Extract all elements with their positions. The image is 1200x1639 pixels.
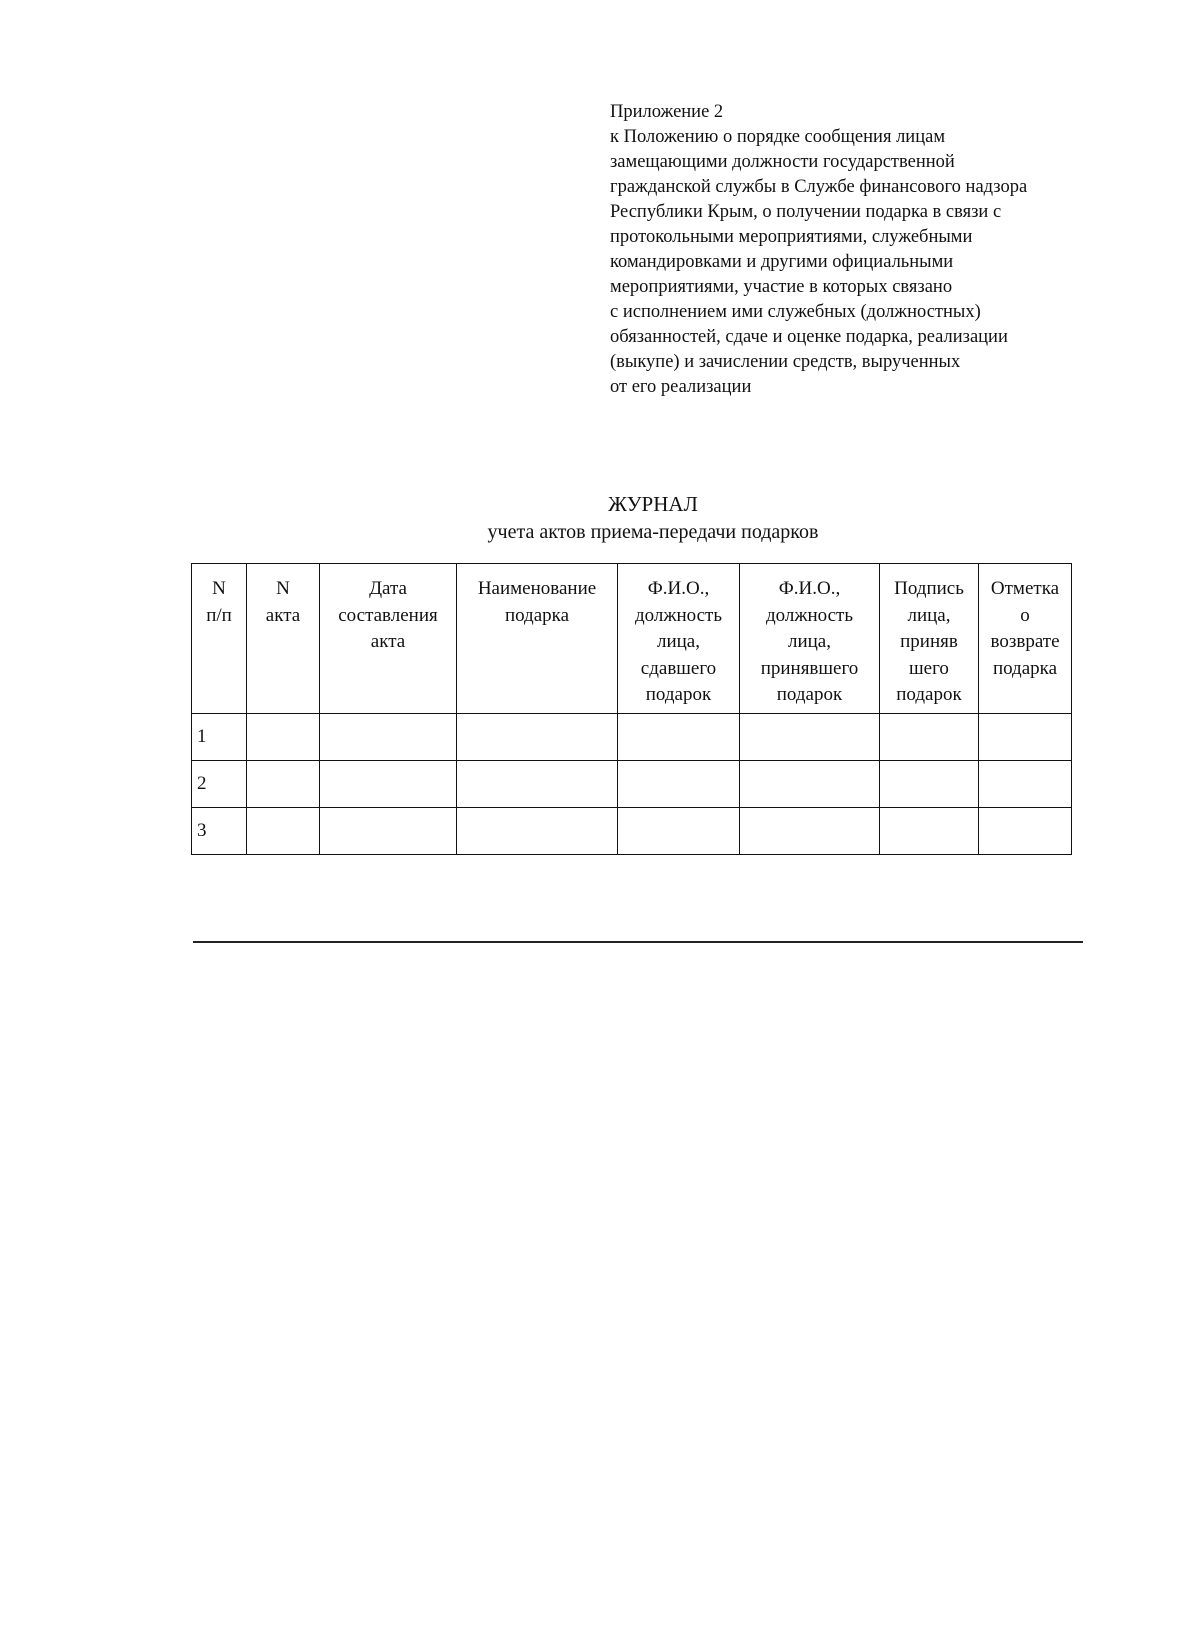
table-cell bbox=[979, 761, 1072, 808]
column-header-text: сдавшего bbox=[640, 657, 717, 679]
table-cell bbox=[457, 808, 618, 855]
appendix-line: командировками и другими официальными bbox=[610, 252, 954, 272]
column-header bbox=[740, 564, 880, 714]
table-header-row bbox=[192, 564, 1072, 714]
column-header-text: N bbox=[276, 578, 290, 599]
column-header-text: подарок bbox=[896, 684, 962, 705]
gift-acts-journal-table bbox=[191, 563, 1072, 855]
bottom-divider bbox=[193, 941, 1083, 943]
table-cell bbox=[457, 761, 618, 808]
column-header-text: Подпись bbox=[894, 578, 964, 599]
column-header-text: возврате bbox=[990, 631, 1060, 652]
table-cell bbox=[320, 714, 457, 761]
column-header bbox=[247, 564, 320, 714]
appendix-line: к Положению о порядке сообщения лицам bbox=[610, 127, 946, 147]
table-cell bbox=[880, 808, 979, 855]
column-header-text: Отметка bbox=[990, 578, 1060, 599]
column-header-text: составления bbox=[338, 604, 438, 626]
column-header-text: N bbox=[212, 578, 226, 599]
appendix-line: Республики Крым, о получении подарка в связи с bbox=[610, 202, 1002, 222]
column-header-text: лица, bbox=[787, 631, 831, 652]
appendix-line: (выкупе) и зачислении средств, вырученных bbox=[610, 352, 961, 372]
table-cell bbox=[740, 761, 880, 808]
row-number-cell: 2 bbox=[192, 761, 247, 808]
journal-subtitle: учета актов приема-передачи подарков bbox=[487, 521, 819, 543]
column-header-text: акта bbox=[265, 604, 301, 626]
table-cell bbox=[880, 761, 979, 808]
column-header-text: подарок bbox=[776, 684, 843, 705]
column-header-text: Ф.И.О., bbox=[647, 578, 710, 599]
table-cell bbox=[320, 761, 457, 808]
table-cell bbox=[457, 714, 618, 761]
appendix-line: с исполнением ими служебных (должностных) bbox=[610, 302, 981, 322]
column-header-text: приняв bbox=[900, 631, 958, 652]
table-cell bbox=[247, 714, 320, 761]
column-header bbox=[192, 564, 247, 714]
column-header-text: лица, bbox=[907, 604, 951, 626]
appendix-line: гражданской службы в Службе финансового надзора bbox=[610, 177, 1028, 197]
table-cell bbox=[247, 808, 320, 855]
table-cell bbox=[618, 714, 740, 761]
column-header-text: подарка bbox=[504, 604, 570, 626]
column-header-text: лица, bbox=[656, 631, 700, 652]
table-cell bbox=[880, 714, 979, 761]
table-header bbox=[192, 564, 1072, 714]
column-header-text: п/п bbox=[206, 604, 232, 626]
column-header-text: должность bbox=[765, 604, 854, 626]
journal-title: ЖУРНАЛ bbox=[608, 492, 698, 516]
column-header bbox=[979, 564, 1072, 714]
column-header-text: Дата bbox=[369, 578, 407, 599]
column-header bbox=[618, 564, 740, 714]
row-number-cell: 3 bbox=[192, 808, 247, 855]
column-header bbox=[320, 564, 457, 714]
column-header-text: должность bbox=[634, 604, 723, 626]
table-cell bbox=[320, 808, 457, 855]
appendix-line: мероприятиями, участие в которых связано bbox=[610, 277, 953, 297]
table-cell bbox=[979, 808, 1072, 855]
appendix-line: от его реализации bbox=[610, 377, 752, 397]
appendix-line: замещающими должности государственной bbox=[610, 152, 955, 172]
column-header-text: Ф.И.О., bbox=[778, 578, 841, 599]
column-header-text: принявшего bbox=[760, 657, 859, 679]
row-number-cell: 1 bbox=[192, 714, 247, 761]
column-header-text: о bbox=[1020, 604, 1030, 626]
column-header-text: подарок bbox=[645, 684, 712, 705]
column-header-text: шего bbox=[909, 657, 949, 679]
appendix-line: обязанностей, сдаче и оценке подарка, реализации bbox=[610, 327, 1008, 347]
appendix-line: протокольными мероприятиями, служебными bbox=[610, 227, 973, 247]
column-header-text: акта bbox=[370, 631, 406, 652]
table-cell bbox=[740, 808, 880, 855]
table-cell bbox=[618, 761, 740, 808]
table-body bbox=[192, 714, 1072, 855]
table-row bbox=[192, 761, 1072, 808]
column-header-text: Наименование bbox=[477, 578, 597, 599]
column-header bbox=[880, 564, 979, 714]
table-row bbox=[192, 714, 1072, 761]
table-cell bbox=[618, 808, 740, 855]
table-row bbox=[192, 808, 1072, 855]
appendix-title: Приложение 2 bbox=[610, 102, 724, 122]
table-cell bbox=[740, 714, 880, 761]
table-cell bbox=[979, 714, 1072, 761]
table-cell bbox=[247, 761, 320, 808]
column-header-text: подарка bbox=[992, 657, 1058, 679]
column-header bbox=[457, 564, 618, 714]
appendix-note bbox=[610, 100, 1080, 400]
